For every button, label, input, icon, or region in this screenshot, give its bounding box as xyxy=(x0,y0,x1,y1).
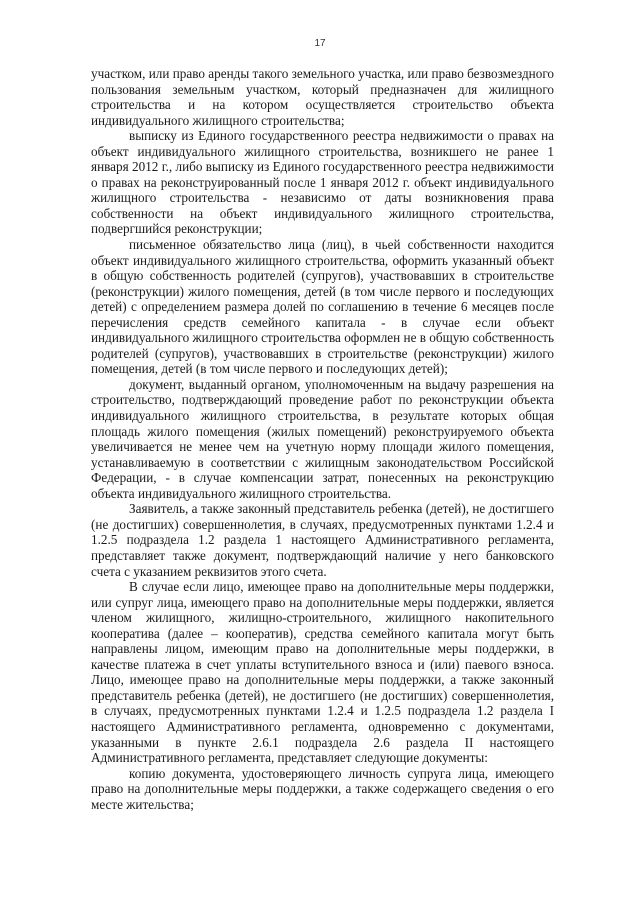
paragraph-written-obligation: письменное обязательство лица (лиц), в чьей собственности находится объект индивидуального жилищного строительства, оформить указанный объект в общую собственность родителей (супругов), участвовавших в строительстве (реконструкции) жилого помещения, детей (в том числе первого и последующих детей) с определением размера долей по соглашению в течение 6 месяцев после перечисления средств семейного капитала - в случае если объект индивидуального жилищного строительства оформлен не в общую собственность родителей (супругов), участвовавших в строительстве (реконструкции) жилого помещения, детей (в том числе первого и последующих детей); xyxy=(91,237,554,377)
paragraph-bank-account: Заявитель, а также законный представитель ребенка (детей), не достигшего (не достигших) совершеннолетия, в случаях, предусмотренных пунктами 1.2.4 и 1.2.5 подраздела 1.2 раздела 1 настоящего Административного регламента, представляет также документ, подтверждающий наличие у него банковского счета с указанием реквизитов этого счета. xyxy=(91,501,554,579)
document-body xyxy=(91,66,554,812)
paragraph-cooperative: В случае если лицо, имеющее право на дополнительные меры поддержки, или супруг лица, имеющего право на дополнительные меры поддержки, является членом жилищного, жилищно-строительного, жилищного накопительного кооператива (далее – кооператив), средства семейного капитала могут быть направлены лицом, имеющим право на дополнительные меры поддержки, в качестве платежа в счет уплаты вступительного взноса и (или) паевого взноса. Лицо, имеющее право на дополнительные меры поддержки, а также законный представитель ребенка (детей), не достигшего (не достигших) совершеннолетия, в случаях, предусмотренных пунктами 1.2.4 и 1.2.5 подраздела 1.2 раздела I настоящего Административного регламента, одновременно с документами, указанными в пункте 2.6.1 подраздела 2.6 раздела II настоящего Административного регламента, представляет следующие документы: xyxy=(91,579,554,766)
paragraph-continuation: участком, или право аренды такого земельного участка, или право безвозмездного пользования земельным участком, который предназначен для жилищного строительства и на котором осуществляется строительство объекта индивидуального жилищного строительства; xyxy=(91,66,554,128)
paragraph-registry-extract: выписку из Единого государственного реестра недвижимости о правах на объект индивидуального жилищного строительства, возникшего не ранее 1 января 2012 г., либо выписку из Единого государственного реестра недвижимости о правах на реконструированный после 1 января 2012 г. объект индивидуального жилищного строительства - независимо от даты возникновения права собственности на объект индивидуального жилищного строительства, подвергшийся реконструкции; xyxy=(91,128,554,237)
paragraph-reconstruction-document: документ, выданный органом, уполномоченным на выдачу разрешения на строительство, подтверждающий проведение работ по реконструкции объекта индивидуального жилищного строительства, в результате которых общая площадь жилого помещения (жилых помещений) реконструируемого объекта увеличивается не менее чем на учетную норму площади жилого помещения, устанавливаемую в соответствии с жилищным законодательством Российской Федерации, - в случае компенсации затрат, понесенных на реконструкцию объекта индивидуального жилищного строительства. xyxy=(91,376,554,501)
paragraph-spouse-id-copy: копию документа, удостоверяющего личность супруга лица, имеющего право на дополнительные меры поддержки, а также содержащего сведения о его месте жительства; xyxy=(91,765,554,812)
page-number: 17 xyxy=(314,38,326,49)
